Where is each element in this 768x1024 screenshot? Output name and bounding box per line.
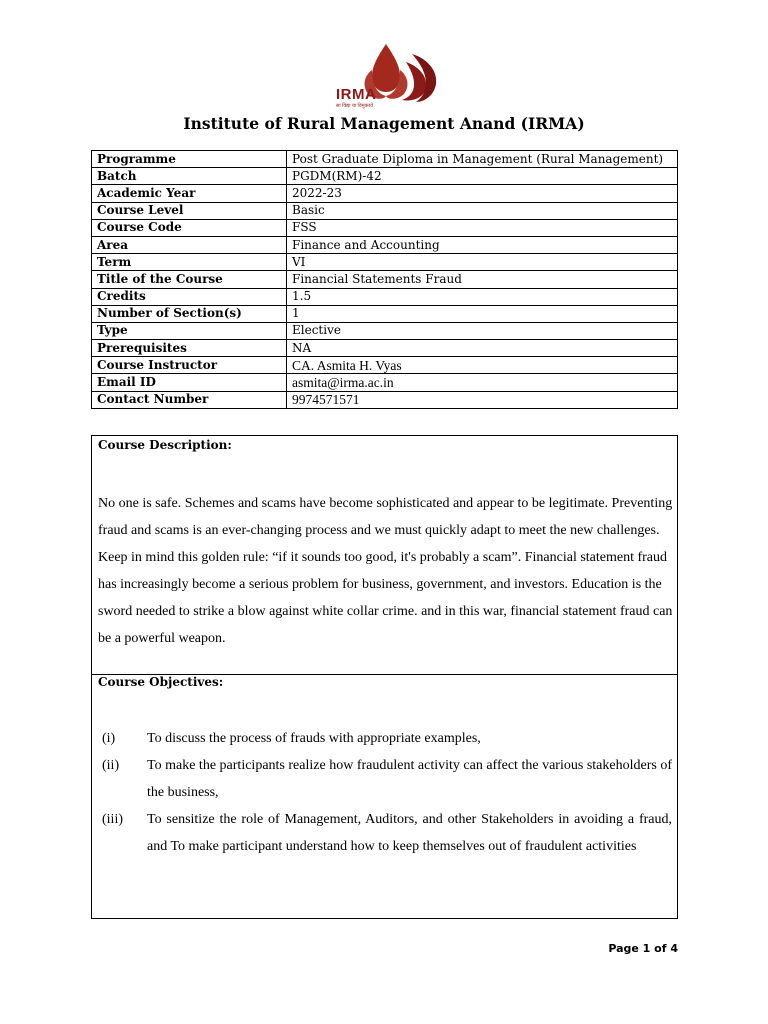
objective-text: To sensitize the role of Management, Auditors, and other Stakeholders in avoiding a fraud, and To make participant understand how to keep themselves out of fraudulent activities bbox=[147, 812, 672, 854]
course-info-row bbox=[92, 151, 678, 168]
course-info-row bbox=[92, 322, 678, 339]
course-objectives-section bbox=[91, 673, 678, 919]
logo-wordmark: IRMA bbox=[336, 86, 377, 103]
course-info-label: Credits bbox=[92, 288, 287, 305]
course-info-row bbox=[92, 340, 678, 357]
course-info-label: Email ID bbox=[92, 374, 287, 391]
course-info-row bbox=[92, 391, 678, 408]
objective-item bbox=[98, 725, 672, 752]
course-description-text bbox=[98, 490, 678, 652]
logo-tagline: सा विद्या या विमुक्तये bbox=[336, 103, 374, 109]
objective-text: To make the participants realize how fraudulent activity can affect the various stakeholders of the business, bbox=[147, 758, 672, 800]
course-info-value: Elective bbox=[287, 322, 678, 339]
course-description-heading: Course Description: bbox=[98, 438, 232, 452]
course-info-row bbox=[92, 202, 678, 219]
objective-item bbox=[98, 806, 672, 860]
course-info-label: Type bbox=[92, 322, 287, 339]
course-info-label: Batch bbox=[92, 168, 287, 185]
course-info-label: Area bbox=[92, 236, 287, 253]
course-info-row bbox=[92, 374, 678, 391]
course-info-value: PGDM(RM)-42 bbox=[287, 168, 678, 185]
objective-number: (iii) bbox=[102, 812, 123, 827]
course-info-value: 9974571571 bbox=[287, 391, 678, 408]
course-info-label: Programme bbox=[92, 151, 287, 168]
course-info-label: Course Instructor bbox=[92, 357, 287, 374]
course-info-row bbox=[92, 288, 678, 305]
course-info-label: Title of the Course bbox=[92, 271, 287, 288]
course-info-row bbox=[92, 219, 678, 236]
course-info-table bbox=[91, 150, 678, 409]
course-info-value: asmita@irma.ac.in bbox=[287, 374, 678, 391]
course-info-row bbox=[92, 185, 678, 202]
course-info-label: Contact Number bbox=[92, 391, 287, 408]
course-info-row bbox=[92, 357, 678, 374]
page-title: Institute of Rural Management Anand (IRMA) bbox=[183, 114, 585, 133]
course-info-value: Financial Statements Fraud bbox=[287, 271, 678, 288]
irma-logo bbox=[328, 40, 444, 112]
page-number: Page 1 of 4 bbox=[608, 942, 678, 955]
course-info-value: 2022-23 bbox=[287, 185, 678, 202]
course-info-value: Post Graduate Diploma in Management (Rural Management) bbox=[287, 151, 678, 168]
course-description-paragraph: No one is safe. Schemes and scams have become sophisticated and appear to be legitimate. Preventing fraud and scams is an ever-changing process and we must quickly adapt to meet the new challenges. Keep in mind this golden rule: “if it sounds too good, it's probably a scam”. Financial statement fraud has increasingly become a serious problem for business, government, and investors. Education is the sword needed to strike a blow against white collar crime. and in this war, financial statement fraud can be a powerful weapon. bbox=[98, 496, 673, 646]
course-info-row bbox=[92, 254, 678, 271]
course-info-value: CA. Asmita H. Vyas bbox=[287, 357, 678, 374]
course-description-section bbox=[91, 435, 678, 675]
course-info-label: Term bbox=[92, 254, 287, 271]
objective-number: (i) bbox=[102, 731, 116, 746]
course-info-value: 1.5 bbox=[287, 288, 678, 305]
course-info-label: Number of Section(s) bbox=[92, 305, 287, 322]
course-info-row bbox=[92, 305, 678, 322]
course-info-label: Course Code bbox=[92, 219, 287, 236]
course-objectives-heading: Course Objectives: bbox=[98, 675, 224, 689]
objective-item bbox=[98, 752, 672, 806]
course-info-value: VI bbox=[287, 254, 678, 271]
course-info-value: 1 bbox=[287, 305, 678, 322]
objective-number: (ii) bbox=[102, 758, 120, 773]
course-objectives-list bbox=[98, 725, 672, 860]
course-info-value: FSS bbox=[287, 219, 678, 236]
course-info-label: Academic Year bbox=[92, 185, 287, 202]
course-info-label: Prerequisites bbox=[92, 340, 287, 357]
objective-text: To discuss the process of frauds with appropriate examples, bbox=[147, 731, 481, 746]
course-info-value: Finance and Accounting bbox=[287, 236, 678, 253]
course-info-value: Basic bbox=[287, 202, 678, 219]
course-info-row bbox=[92, 236, 678, 253]
course-info-row bbox=[92, 168, 678, 185]
course-info-label: Course Level bbox=[92, 202, 287, 219]
course-info-row bbox=[92, 271, 678, 288]
course-info-value: NA bbox=[287, 340, 678, 357]
